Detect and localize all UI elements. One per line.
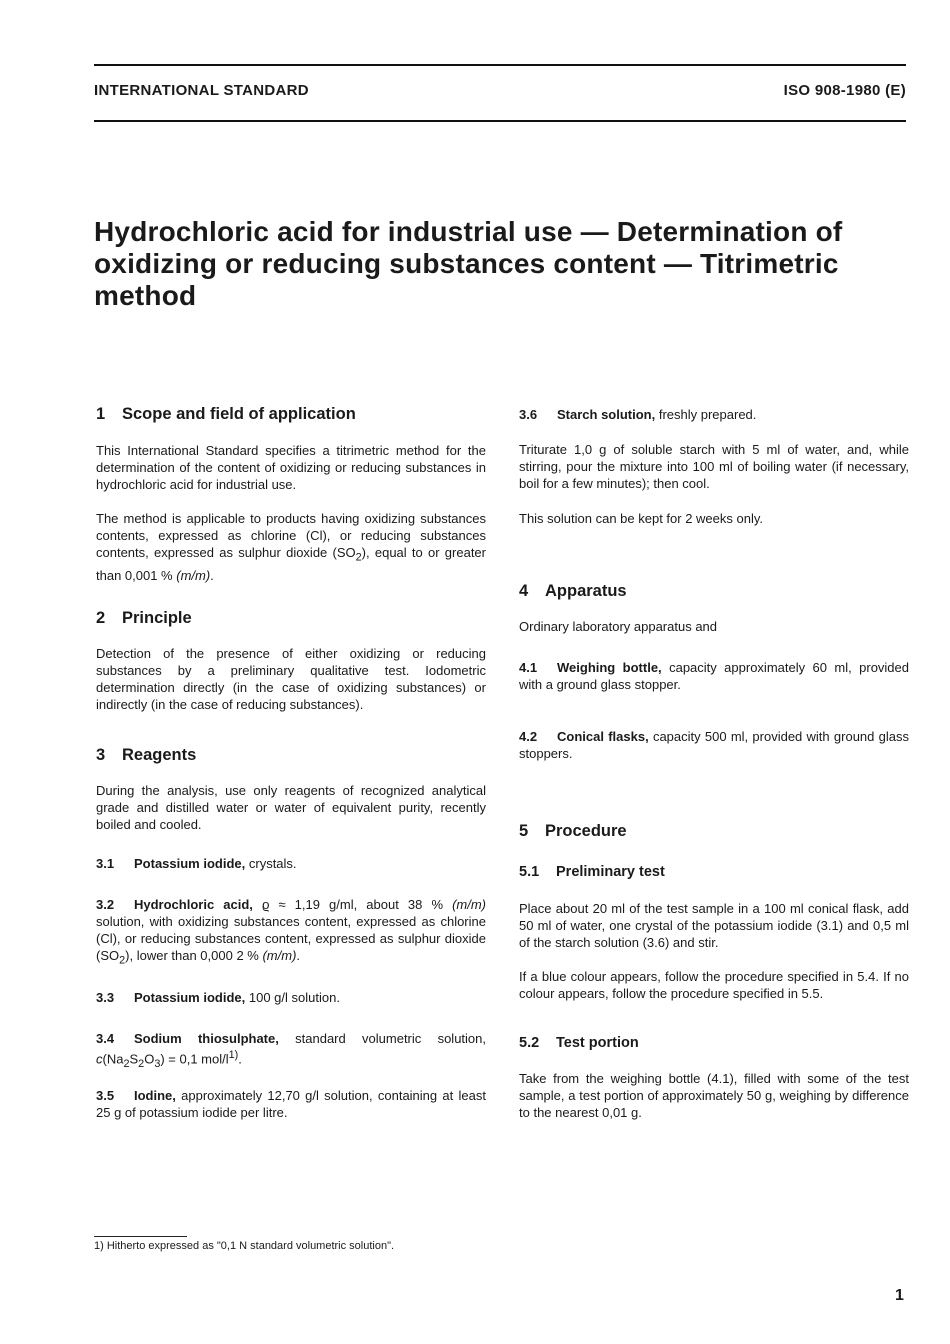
subsection-5-1-paragraph-1: Place about 20 ml of the test sample in a 100 ml conical flask, add 50 ml of water, one crystal of the potassium iodide (3.1) and 0,5 ml of the starch solution (3.6) and stir.	[519, 901, 909, 950]
subsection-number: 5.1	[519, 864, 540, 880]
section-1-paragraph-2	[96, 510, 486, 584]
footnote: 1) Hitherto expressed as "0,1 N standard volumetric solution".	[94, 1240, 395, 1252]
formula: S	[129, 1051, 139, 1067]
section-title: Apparatus	[545, 582, 627, 600]
item-text: crystals.	[245, 856, 297, 871]
subsection-5-2-heading	[519, 1034, 909, 1052]
item-name: Hydrochloric acid,	[134, 897, 253, 912]
item-text: approximately 12,70 g/l solution, containing at least 25 g of potassium iodide per litre.	[96, 1088, 486, 1120]
item-number: 4.2	[519, 729, 538, 744]
item-3-4	[96, 1030, 486, 1073]
unit: (m/m)	[452, 897, 487, 912]
subsection-5-1-paragraph-2: If a blue colour appears, follow the procedure specified in 5.4. If no colour appears, follow the procedure specified in 5.5.	[519, 969, 909, 1001]
subscript: 2	[119, 954, 126, 967]
subsection-5-2-paragraph-1: Take from the weighing bottle (4.1), filled with some of the test sample, a test portion of approximately 50 g, weighing by difference to the nearest 0,01 g.	[519, 1071, 909, 1120]
item-text: ϱ ≈ 1,19 g/ml, about 38 %	[252, 897, 453, 912]
item-name: Conical flasks,	[557, 729, 649, 744]
section-2-heading	[96, 608, 486, 628]
item-name: Weighing bottle,	[557, 660, 662, 675]
item-text: .	[296, 948, 301, 963]
formula: ) = 0,1 mol/l	[160, 1051, 229, 1067]
section-number: 4	[519, 582, 529, 600]
section-3-heading	[96, 745, 486, 765]
document-title: Hydrochloric acid for industrial use — Determination of oxidizing or reducing substances content — Titrimetric method	[94, 216, 843, 311]
item-4-1	[519, 659, 909, 693]
page-number: 1	[895, 1287, 904, 1304]
subscript: 3	[154, 1057, 161, 1070]
text: .	[210, 567, 214, 583]
section-4-heading	[519, 581, 909, 601]
unit: (m/m)	[176, 567, 211, 583]
section-title: Principle	[122, 609, 192, 627]
item-3-5	[96, 1087, 486, 1121]
item-number: 3.5	[96, 1088, 115, 1103]
section-3-paragraph-1: During the analysis, use only reagents of recognized analytical grade and distilled water or water of equivalent purity, recently boiled and cooled.	[96, 783, 486, 832]
item-number: 3.3	[96, 990, 115, 1005]
item-name: Starch solution,	[557, 407, 656, 422]
section-title: Scope and field of application	[122, 405, 356, 423]
item-text: standard volumetric solution,	[278, 1031, 486, 1046]
item-number: 3.6	[519, 407, 538, 422]
section-1-paragraph-1: This International Standard specifies a titrimetric method for the determination of the content of oxidizing or reducing substances in hydrochloric acid for industrial use.	[96, 443, 486, 492]
item-name: Iodine,	[134, 1088, 176, 1103]
unit: (m/m)	[262, 948, 297, 963]
item-text: capacity approximately 60 ml, provided with a ground glass stopper.	[519, 660, 910, 692]
item-name: Sodium thiosulphate,	[134, 1031, 279, 1046]
formula: (Na	[102, 1051, 124, 1067]
header-right: ISO 908-1980 (E)	[783, 82, 906, 99]
item-3-2	[96, 896, 486, 970]
subsection-title: Test portion	[556, 1035, 639, 1051]
item-name: Potassium iodide,	[134, 856, 246, 871]
item-text: capacity 500 ml, provided with ground glass stoppers.	[519, 729, 909, 761]
item-name: Potassium iodide,	[134, 990, 246, 1005]
header-rule-top	[94, 64, 906, 66]
footnote-ref[interactable]: 1)	[228, 1049, 239, 1061]
symbol: c	[96, 1051, 103, 1067]
item-text: solution, with oxidizing substances content, expressed as chlorine (Cl), or reducing substances content, expressed as sulphur dioxide (SO	[96, 914, 486, 963]
header-left: INTERNATIONAL STANDARD	[94, 82, 309, 99]
item-3-6	[519, 406, 909, 423]
subsection-5-1-heading	[519, 863, 909, 881]
header-rule-bottom	[94, 120, 906, 122]
section-title: Procedure	[545, 822, 627, 840]
item-text: 100 g/l solution.	[245, 990, 340, 1005]
text: The method is applicable to products having oxidizing substances contents, expressed as chlorine (Cl), or reducing substances contents, expressed as sulphur dioxide (SO	[96, 511, 486, 560]
item-text: .	[238, 1051, 242, 1067]
item-3-6-paragraph-1: Triturate 1,0 g of soluble starch with 5 ml of water, and, while stirring, pour the mixture into 100 ml of boiling water (if necessary, boil for a few minutes); then cool.	[519, 442, 909, 491]
section-title: Reagents	[122, 746, 197, 764]
subscript: 2	[123, 1057, 130, 1070]
subscript: 2	[138, 1057, 145, 1070]
text: ), equal to or greater than 0,001 %	[96, 545, 486, 583]
item-number: 3.1	[96, 856, 115, 871]
section-number: 3	[96, 746, 106, 764]
item-3-6-paragraph-2: This solution can be kept for 2 weeks only.	[519, 511, 763, 526]
item-3-3	[96, 989, 486, 1006]
item-text: freshly prepared.	[655, 407, 757, 422]
subscript: 2	[355, 551, 362, 564]
subsection-number: 5.2	[519, 1035, 540, 1051]
formula: O	[144, 1051, 155, 1067]
item-text: ), lower than 0,000 2 %	[125, 948, 263, 963]
item-number: 3.2	[96, 897, 115, 912]
section-number: 5	[519, 822, 529, 840]
section-1-heading	[96, 404, 486, 424]
section-5-heading	[519, 821, 909, 841]
item-number: 3.4	[96, 1031, 115, 1046]
item-number: 4.1	[519, 660, 538, 675]
section-number: 1	[96, 405, 106, 423]
footnote-rule	[94, 1236, 187, 1237]
section-number: 2	[96, 609, 106, 627]
item-3-1	[96, 855, 486, 872]
section-4-paragraph-1: Ordinary laboratory apparatus and	[519, 619, 718, 634]
subsection-title: Preliminary test	[556, 864, 665, 880]
section-2-paragraph-1: Detection of the presence of either oxidizing or reducing substances by a preliminary qualitative test. Iodometric determination directly (in the case of oxidizing substances) or indirectly (in the case of reducing substances).	[96, 646, 486, 712]
item-4-2	[519, 728, 909, 762]
